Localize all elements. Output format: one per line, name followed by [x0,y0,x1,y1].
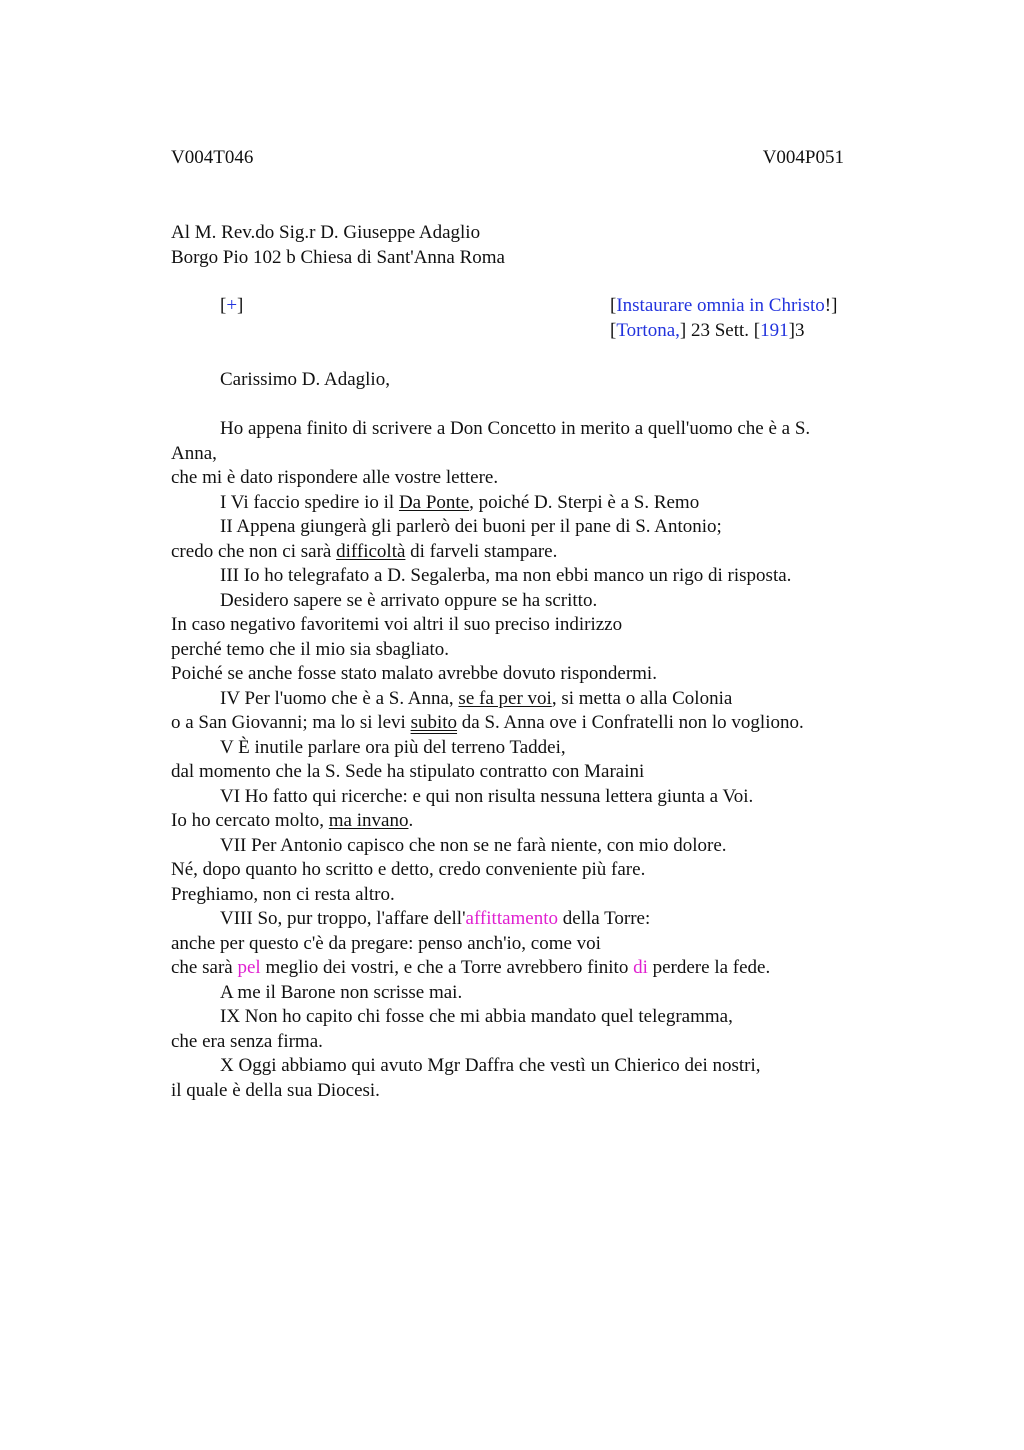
point-i: I Vi faccio spedire io il Da Ponte, poiché D. Sterpi è a S. Remo [220,491,700,513]
body-line: o a San Giovanni; ma lo si levi subito da S. Anna ove i Confratelli non lo vogliono. [171,712,804,733]
point-iii: III Io ho telegrafato a D. Segalerba, ma non ebbi manco un rigo di risposta. [220,565,792,586]
point-vii: VII Per Antonio capisco che non se ne farà niente, con mio dolore. [220,834,727,856]
double-underlined-text: subito [410,712,458,733]
body-line: Io ho cercato molto, ma invano. [171,810,414,831]
point-v: V È inutile parlare ora più del terreno Taddei, [220,736,566,758]
address-line-2: Borgo Pio 102 b Chiesa di Sant'Anna Roma [171,246,505,268]
salutation: Carissimo D. Adaglio, [220,369,390,390]
point-iv: IV Per l'uomo che è a S. Anna, se fa per voi, si metta o alla Colonia [220,687,733,709]
cross-symbol: + [226,295,238,316]
underlined-text: se fa per voi [458,687,552,709]
motto: Instaurare omnia in Christo [616,295,825,316]
body-line: A me il Barone non scrisse mai. [220,981,463,1003]
spacer [171,393,871,418]
body-line: Desidero sapere se è arrivato oppure se ha scritto. [220,589,598,611]
body-line: Anna, [171,442,217,464]
body-line: In caso negativo favoritemi voi altri il suo preciso indirizzo [171,614,623,635]
address-block [171,221,505,270]
point-ix: IX Non ho capito chi fosse che mi abbia mandato quel telegramma, [220,1006,733,1027]
body-line: dal momento che la S. Sede ha stipulato contratto con Maraini [171,761,645,782]
year: 191 [760,319,789,341]
body-line: credo che non ci sarà difficoltà di farveli stampare. [171,540,558,562]
body-line: perché temo che il mio sia sbagliato. [171,638,450,660]
place: Tortona, [616,319,680,341]
editorial-highlight: affittamento [465,908,559,929]
address-line-1: Al M. Rev.do Sig.r D. Giuseppe Adaglio [171,222,481,243]
underlined-text: difficoltà [336,540,406,562]
body-line: Poiché se anche fosse stato malato avrebbe dovuto rispondermi. [171,663,657,684]
body-line: che sarà pel meglio dei vostri, e che a Torre avrebbero finito di perdere la fede. [171,957,771,978]
left-code: V004T046 [171,147,254,168]
underlined-text: ma invano [328,810,409,831]
editorial-highlight: pel [237,957,261,978]
cross-mark: [+] [220,295,244,316]
document-codes [171,147,844,169]
point-ii: II Appena giungerà gli parlerò dei buoni per il pane di S. Antonio; [220,516,722,537]
body-line: Ho appena finito di scrivere a Don Concetto in merito a quell'uomo che è a S. [220,418,811,439]
body-line: anche per questo c'è da pregare: penso anch'io, come voi [171,932,601,954]
body-line: Preghiamo, non ci resta altro. [171,883,395,905]
body-line: che mi è dato rispondere alle vostre lettere. [171,467,499,488]
body-line: il quale è della sua Diocesi. [171,1079,380,1101]
right-code: V004P051 [762,147,844,168]
date-line: [Tortona,] 23 Sett. [191]3 [610,319,805,341]
motto-and-date [610,294,837,343]
editorial-highlight: di [633,957,648,978]
underlined-text: Da Ponte [398,491,470,513]
point-x: X Oggi abbiamo qui avuto Mgr Daffra che vestì un Chierico dei nostri, [220,1055,761,1076]
body-line: Né, dopo quanto ho scritto e detto, credo conveniente più fare. [171,859,646,880]
motto-line: [Instaurare omnia in Christo!] [610,295,838,316]
letter-body [171,368,871,1103]
point-viii: VIII So, pur troppo, l'affare dell'affittamento della Torre: [220,908,651,929]
body-line: che era senza firma. [171,1030,323,1052]
point-vi: VI Ho fatto qui ricerche: e qui non risulta nessuna lettera giunta a Voi. [220,785,754,807]
